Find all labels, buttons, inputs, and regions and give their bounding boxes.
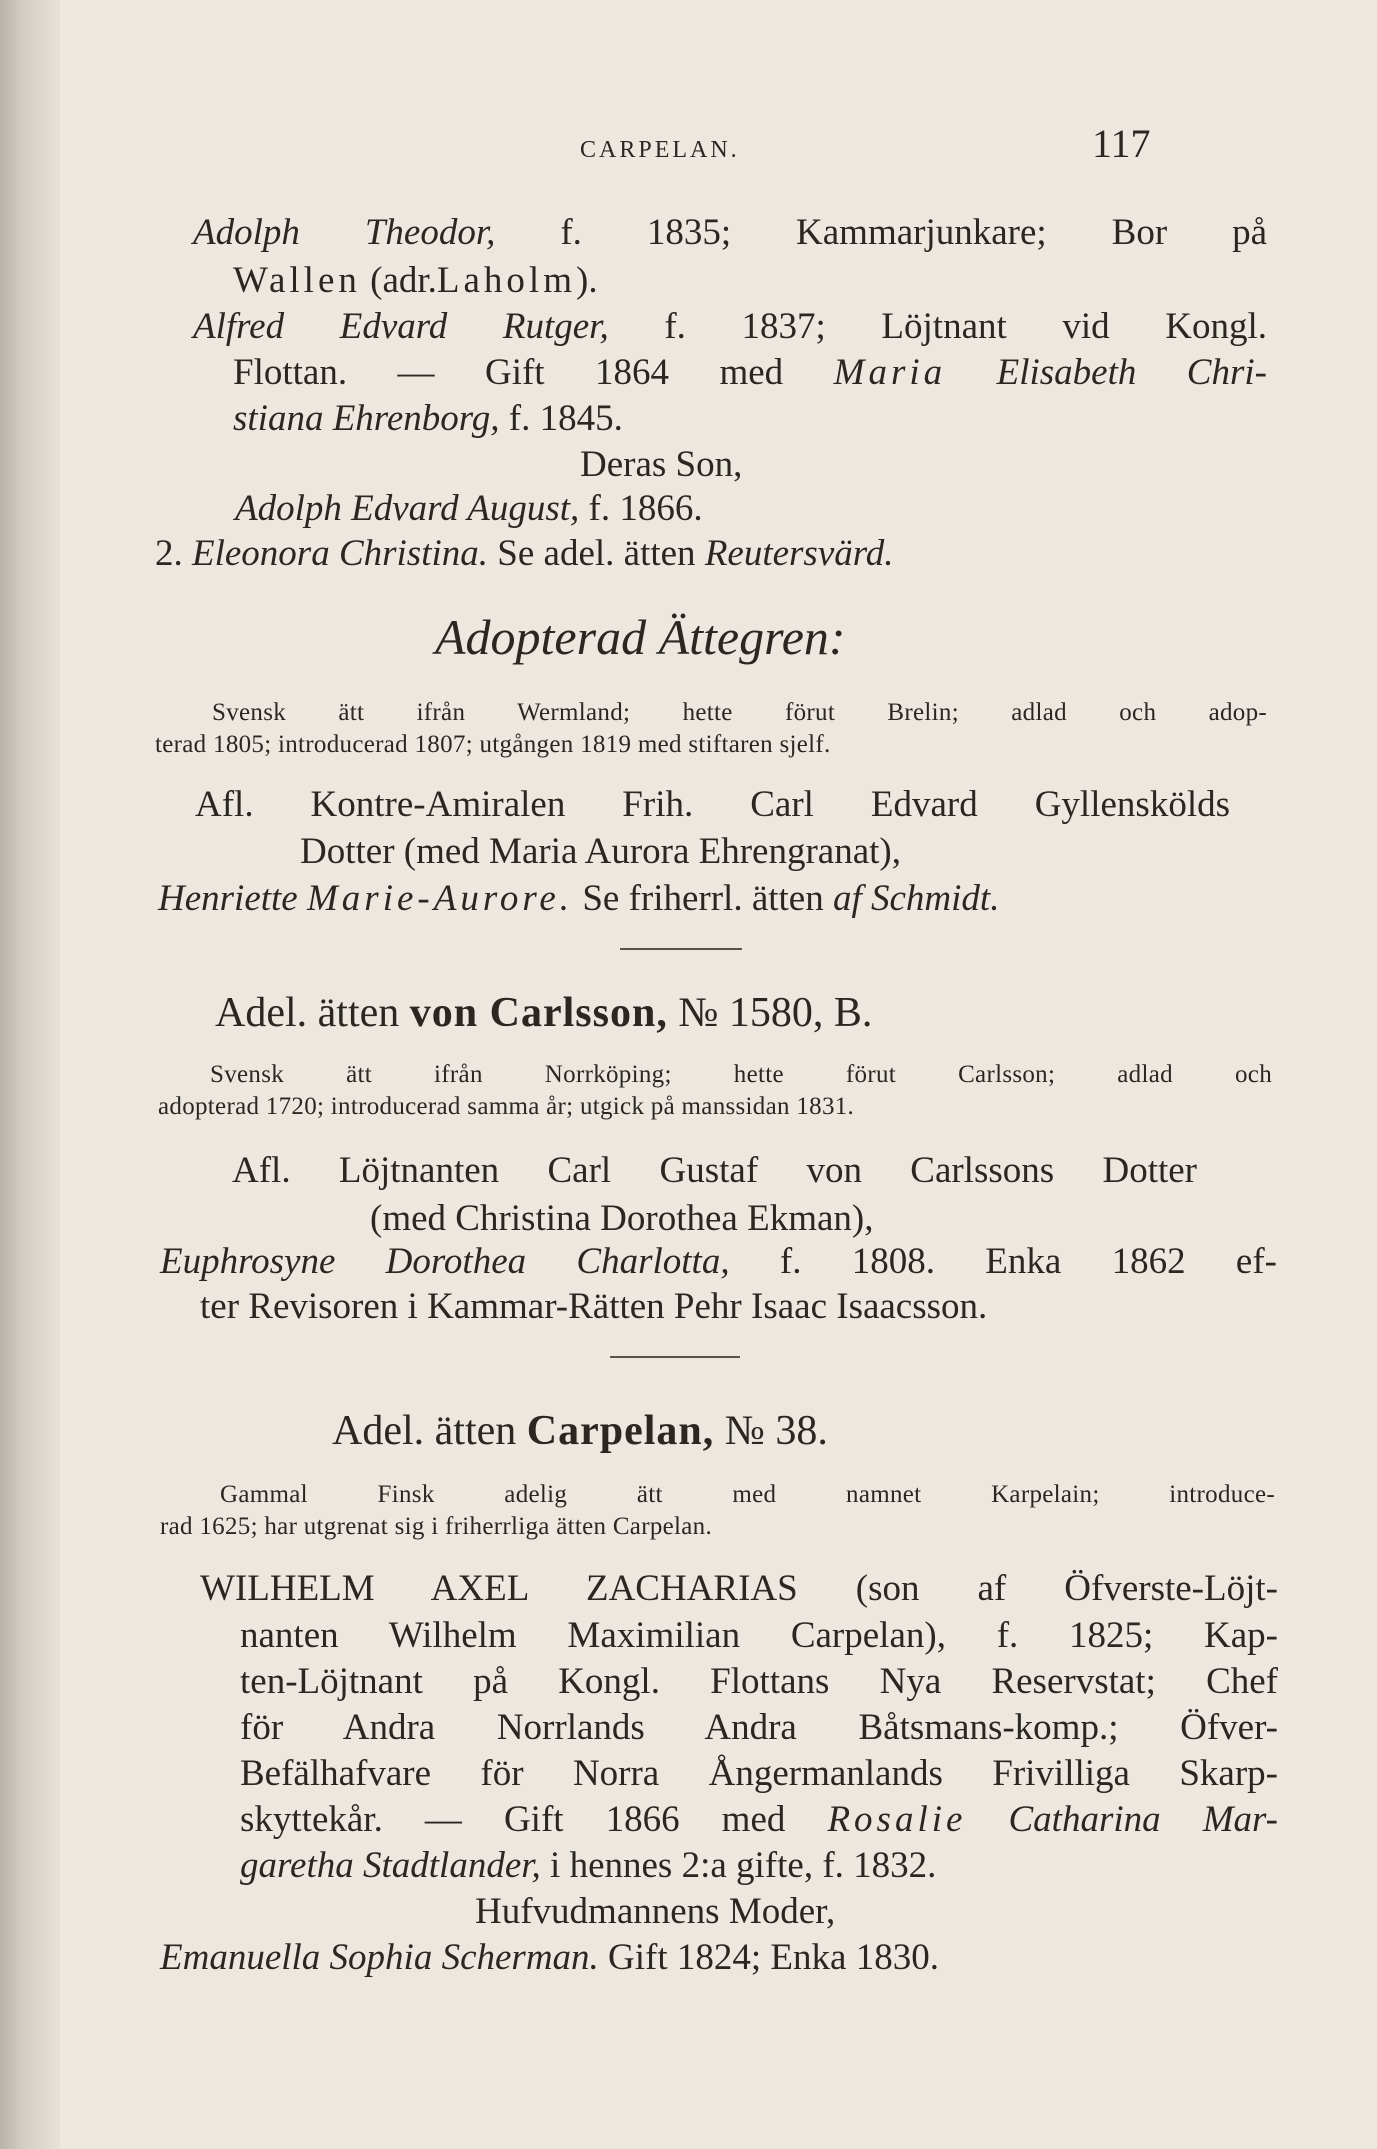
entry-line: WILHELM AXEL ZACHARIAS (son af Öfverste-Löjt- — [200, 1568, 1278, 1609]
section-description: Svensk ätt ifrån Norrköping; hette förut Carlsson; adlad och — [210, 1061, 1272, 1088]
section-heading: Adel. ätten von Carlsson, № 1580, B. — [215, 990, 873, 1036]
section-description: terad 1805; introducerad 1807; utgången 1819 med stiftaren sjelf. — [155, 731, 831, 758]
entry-line: Euphrosyne Dorothea Charlotta, f. 1808. Enka 1862 ef- — [160, 1241, 1277, 1282]
entry-line: skyttekår. — Gift 1866 med Rosalie Catharina Mar- — [240, 1799, 1278, 1840]
entry-line: Wallen (adr.Laholm). — [233, 260, 598, 301]
entry-line: ter Revisoren i Kammar-Rätten Pehr Isaac Isaacsson. — [200, 1286, 988, 1327]
entry-line: 2. Eleonora Christina. Se adel. ätten Reutersvärd. — [155, 533, 894, 574]
entry-line: (med Christina Dorothea Ekman), — [370, 1198, 874, 1239]
entry-line: Flottan. — Gift 1864 med Maria Elisabeth Chri- — [233, 352, 1267, 393]
entry-line: Adolph Theodor, f. 1835; Kammarjunkare; Bor på — [193, 212, 1267, 253]
entry-line: för Andra Norrlands Andra Båtsmans-komp.; Öfver- — [240, 1707, 1278, 1748]
entry-line: Henriette Marie-Aurore. Se friherrl. ätten af Schmidt. — [158, 878, 1000, 919]
section-divider — [610, 1356, 740, 1358]
entry-line: Befälhafvare för Norra Ångermanlands Frivilliga Skarp- — [240, 1753, 1278, 1794]
page-number: 117 — [1092, 121, 1151, 166]
entry-line: Emanuella Sophia Scherman. Gift 1824; Enka 1830. — [160, 1937, 939, 1978]
entry-line: ten-Löjtnant på Kongl. Flottans Nya Reservstat; Chef — [240, 1661, 1278, 1702]
entry-line: Dotter (med Maria Aurora Ehrengranat), — [300, 831, 901, 872]
section-heading: Adel. ätten Carpelan, № 38. — [332, 1408, 828, 1454]
section-description: Gammal Finsk adelig ätt med namnet Karpelain; introduce- — [220, 1481, 1275, 1508]
entry-line: Alfred Edvard Rutger, f. 1837; Löjtnant vid Kongl. — [193, 306, 1268, 347]
section-divider — [620, 948, 742, 950]
book-spine-shadow — [0, 0, 60, 2149]
entry-line: stiana Ehrenborg, f. 1845. — [233, 398, 623, 439]
section-description: Svensk ätt ifrån Wermland; hette förut Brelin; adlad och adop- — [212, 699, 1267, 726]
entry-line: nanten Wilhelm Maximilian Carpelan), f. 1825; Kap- — [240, 1615, 1278, 1656]
running-header: CARPELAN. — [580, 137, 740, 163]
entry-line: Deras Son, — [580, 444, 743, 485]
entry-line: garetha Stadtlander, i hennes 2:a gifte, f. 1832. — [240, 1845, 937, 1886]
section-title: Adopterad Ättegren: — [435, 609, 846, 665]
entry-line: Hufvudmannens Moder, — [475, 1891, 836, 1932]
entry-line: Afl. Löjtnanten Carl Gustaf von Carlssons Dotter — [232, 1150, 1197, 1191]
entry-line: Afl. Kontre-Amiralen Frih. Carl Edvard Gyllenskölds — [195, 784, 1230, 825]
section-description: adopterad 1720; introducerad samma år; utgick på manssidan 1831. — [158, 1093, 855, 1120]
entry-line: Adolph Edvard August, f. 1866. — [235, 488, 703, 529]
book-page — [60, 0, 1377, 2149]
section-description: rad 1625; har utgrenat sig i friherrliga ätten Carpelan. — [160, 1513, 713, 1540]
